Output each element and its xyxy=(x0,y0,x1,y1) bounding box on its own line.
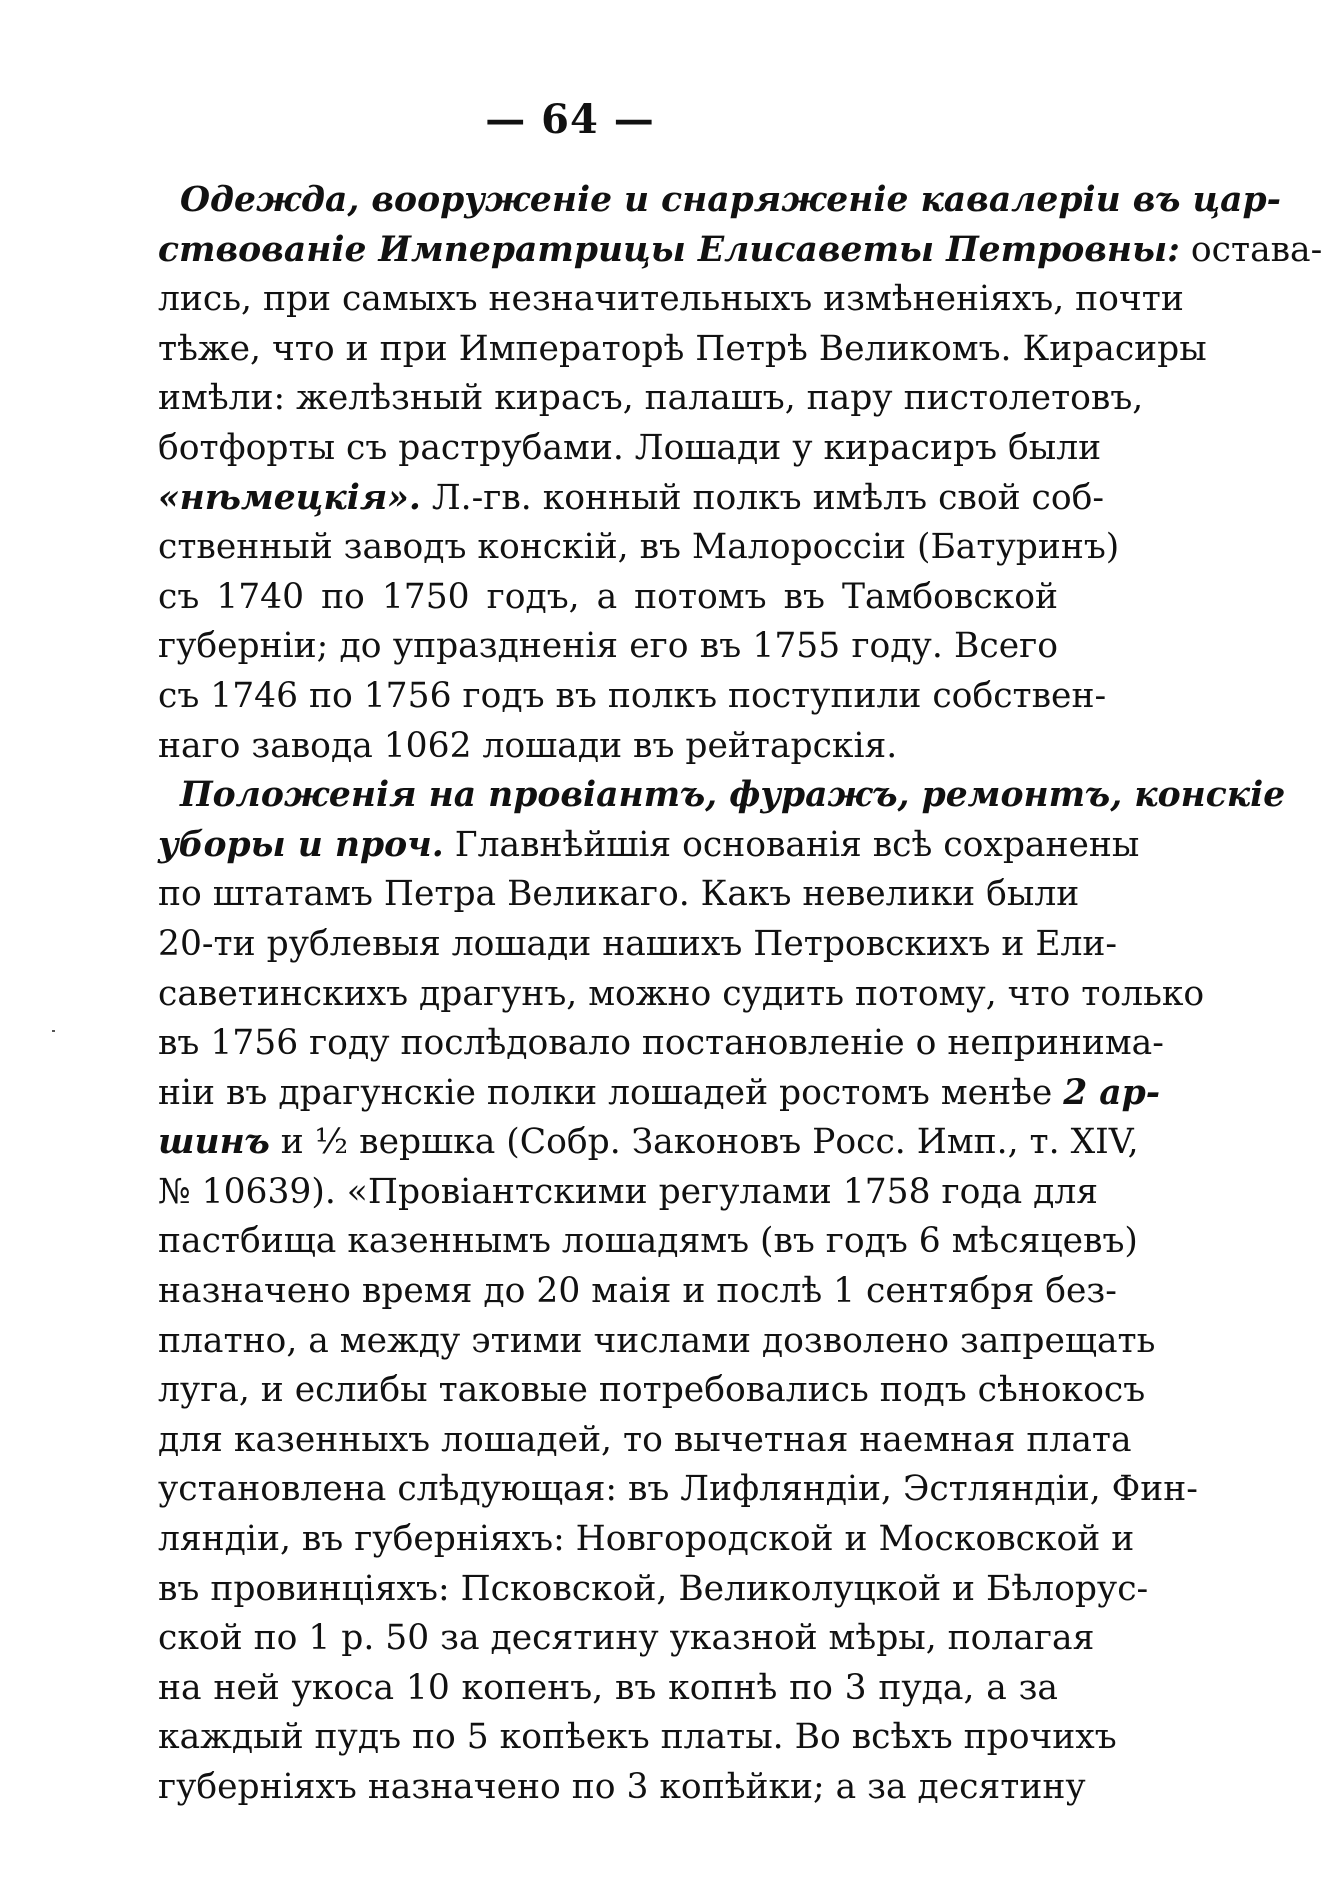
text-segment: съ 1740 по 1750 годъ, а потомъ въ Тамбовской xyxy=(158,576,1058,617)
text-line xyxy=(158,1763,1086,1813)
text-line xyxy=(158,1118,1139,1168)
text-line xyxy=(158,870,1080,920)
text-line xyxy=(158,523,1120,573)
text-line xyxy=(158,1465,1198,1515)
text-line xyxy=(158,275,1184,325)
italic-text: шинъ xyxy=(158,1122,270,1163)
paragraph xyxy=(158,176,1322,771)
text-segment: въ 1756 году послѣдовало постановленіе о непринима- xyxy=(158,1023,1164,1064)
text-segment: имѣли: желѣзный кирасъ, палашъ, пару пистолетовъ, xyxy=(158,378,1144,419)
text-line xyxy=(158,176,1281,226)
text-segment: луга, и еслибы таковые потребовались подъ сѣнокосъ xyxy=(158,1370,1146,1411)
text-segment: № 10639). «Провіантскими регулами 1758 года для xyxy=(158,1171,1099,1212)
text-line xyxy=(158,1168,1099,1218)
text-segment: назначено время до 20 маія и послѣ 1 сентября без- xyxy=(158,1271,1117,1312)
text-line xyxy=(158,622,1058,672)
text-segment: ботфорты съ раструбами. Лошади у кирасиръ были xyxy=(158,427,1102,468)
italic-text: Одежда, вооруженіе и снаряженіе кавалеріи въ цар- xyxy=(180,180,1281,220)
text-segment: 20-ти рублевыя лошади нашихъ Петровскихъ и Ели- xyxy=(158,923,1118,964)
text-line xyxy=(158,1515,1135,1565)
italic-text: Положенія на провіантъ, фуражъ, ремонтъ, конскіе xyxy=(180,775,1286,816)
text-segment: платно, а между этими числами дозволено запрещать xyxy=(158,1320,1156,1361)
text-segment: Л.-гв. конный полкъ имѣлъ свой соб- xyxy=(420,477,1105,518)
body-text xyxy=(158,176,1322,1813)
text-segment: Главнѣйшія основанія всѣ сохранены xyxy=(443,824,1140,865)
text-line xyxy=(158,1664,1058,1714)
text-line xyxy=(158,771,1286,821)
italic-text: ствованіе Императрицы Елисаветы Петровны: xyxy=(158,229,1180,270)
text-segment: для казенныхъ лошадей, то вычетная наемная плата xyxy=(158,1419,1132,1460)
text-segment: ской по 1 р. 50 за десятину указной мѣры, полагая xyxy=(158,1618,1095,1659)
italic-text: уборы и проч. xyxy=(158,824,444,865)
text-segment: ніи въ драгунскіе полки лошадей ростомъ менѣе xyxy=(158,1072,1064,1113)
text-line xyxy=(158,424,1102,474)
text-line xyxy=(158,1614,1095,1664)
text-segment: губерніяхъ назначено по 3 копѣйки; а за десятину xyxy=(158,1767,1086,1807)
text-line xyxy=(158,325,1207,375)
text-line xyxy=(158,1713,1117,1763)
text-line xyxy=(158,474,1105,524)
text-line xyxy=(158,722,1058,772)
text-line xyxy=(158,1565,1149,1615)
text-line xyxy=(158,374,1144,424)
text-segment: установлена слѣдующая: въ Лифляндіи, Эстляндіи, Фин- xyxy=(158,1469,1198,1510)
text-segment: каждый пудъ по 5 копѣекъ платы. Во всѣхъ прочихъ xyxy=(158,1717,1117,1758)
text-line xyxy=(158,920,1118,970)
text-segment: съ 1746 по 1756 годъ въ полкъ поступили собствен- xyxy=(158,675,1107,716)
text-segment: лись, при самыхъ незначительныхъ измѣненіяхъ, почти xyxy=(158,279,1184,320)
text-line xyxy=(158,1366,1146,1416)
text-segment: въ провинціяхъ: Псковской, Великолуцкой и Бѣлорус- xyxy=(158,1568,1149,1609)
text-segment: наго завода 1062 лошади въ рейтарскія. xyxy=(158,725,898,766)
text-segment: и ½ вершка (Собр. Законовъ Росс. Имп., т. XIV, xyxy=(269,1122,1139,1163)
print-speck xyxy=(52,1030,55,1032)
text-segment: ственный заводъ конскій, въ Малороссіи (Батуринъ) xyxy=(158,527,1120,568)
text-line xyxy=(158,821,1140,871)
text-segment: губерніи; до упраздненія его въ 1755 году. Всего xyxy=(158,626,1058,667)
text-line xyxy=(158,1019,1164,1069)
text-line xyxy=(158,1069,1161,1119)
page-number: — 64 — xyxy=(485,96,655,143)
text-segment: тѣже, что и при Императорѣ Петрѣ Великомъ. Кирасиры xyxy=(158,328,1207,369)
text-line xyxy=(158,1317,1156,1367)
text-segment: остава- xyxy=(1179,229,1322,270)
text-line xyxy=(158,672,1107,722)
text-segment: саветинскихъ драгунъ, можно судить потому, что только xyxy=(158,973,1205,1014)
italic-text: «нѣмецкія». xyxy=(158,477,421,518)
text-line xyxy=(158,226,1322,276)
text-line xyxy=(158,970,1205,1020)
text-segment: по штатамъ Петра Великаго. Какъ невелики были xyxy=(158,874,1080,915)
text-line xyxy=(158,573,1058,623)
text-segment: пастбища казеннымъ лошадямъ (въ годъ 6 мѣсяцевъ) xyxy=(158,1221,1138,1262)
italic-text: 2 ар- xyxy=(1063,1072,1161,1113)
text-line xyxy=(158,1217,1138,1267)
paragraph xyxy=(158,771,1286,1812)
text-segment: на ней укоса 10 копенъ, въ копнѣ по 3 пуда, а за xyxy=(158,1667,1058,1708)
text-segment: ляндіи, въ губерніяхъ: Новгородской и Московской и xyxy=(158,1519,1135,1560)
text-line xyxy=(158,1416,1132,1466)
text-line xyxy=(158,1267,1117,1317)
